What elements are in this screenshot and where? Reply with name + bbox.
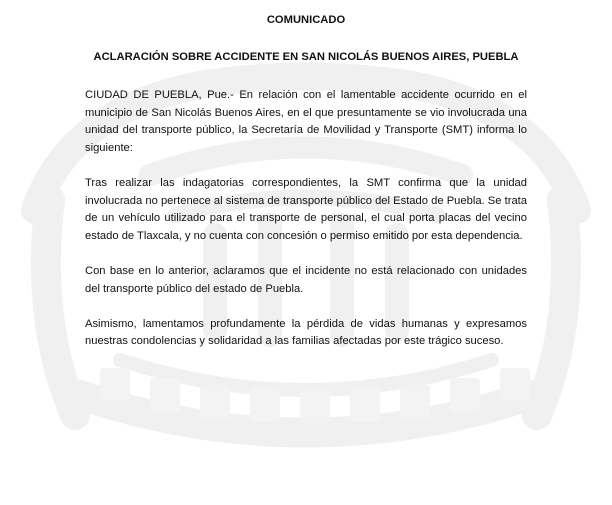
document-heading: COMUNICADO [266, 14, 346, 26]
paragraph-findings: Tras realizar las indagatorias correspondientes, la SMT confirma que la unidad involucrada no pertenece al sistema de transporte público del Estado de Puebla. Se trata de un vehículo utilizado para el transporte de personal, el cual porta placas del vecino estado de Tlaxcala, y no cuenta con concesión o permiso emitido por esta dependencia. [85, 176, 527, 242]
paragraph-clarification: Con base en lo anterior, aclaramos que el incidente no está relacionado con unidades del transporte público del estado de Puebla. [85, 264, 527, 295]
document-subheading: ACLARACIÓN SOBRE ACCIDENTE EN SAN NICOLÁS BUENOS AIRES, PUEBLA [93, 51, 519, 63]
document-body [85, 13, 527, 351]
paragraph-condolences: Asimismo, lamentamos profundamente la pérdida de vidas humanas y expresamos nuestras condolencias y solidaridad a las familias afectadas por este trágico suceso. [85, 317, 527, 348]
paragraph-intro: CIUDAD DE PUEBLA, Pue.- En relación con el lamentable accidente ocurrido en el municipio de San Nicolás Buenos Aires, en el que presuntamente se vio involucrada una unidad del transporte público, la Secretaría de Movilidad y Transporte (SMT) informa lo siguiente: [85, 89, 527, 154]
